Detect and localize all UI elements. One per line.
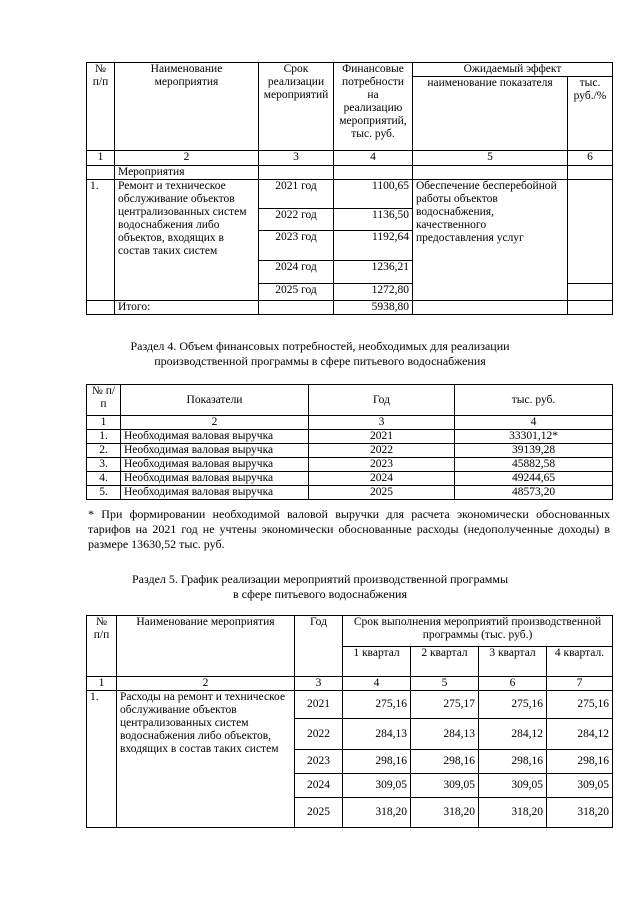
- header-num: № п/п: [87, 385, 121, 416]
- header-unit: тыс. руб./%: [568, 77, 613, 151]
- empty-cell: [568, 180, 613, 284]
- empty-cell: [259, 301, 334, 315]
- header-year: Год: [295, 616, 343, 677]
- row-value: 49244,65: [455, 472, 613, 486]
- header-q3: 3 квартал: [479, 647, 547, 677]
- header-name: Наименование мероприятия: [117, 616, 295, 677]
- row-year: 2021: [295, 691, 343, 719]
- col-number: 6: [479, 677, 547, 691]
- item-year: 2021 год: [259, 180, 334, 209]
- header-q1: 1 квартал: [343, 647, 411, 677]
- item-num: 1.: [87, 180, 115, 301]
- header-value: тыс. руб.: [455, 385, 613, 416]
- header-q2: 2 квартал: [411, 647, 479, 677]
- item-year: 2025 год: [259, 284, 334, 301]
- row-name: Необходимая валовая выручка: [121, 430, 309, 444]
- row-year: 2025: [295, 798, 343, 828]
- col-number: 3: [295, 677, 343, 691]
- col-number: 2: [117, 677, 295, 691]
- item-year: 2024 год: [259, 261, 334, 284]
- item-name: Расходы на ремонт и техническое обслуживание объектов централизованных систем водоснабжения либо объектов, входящих в состав таких систем: [117, 691, 295, 828]
- header-effect: Ожидаемый эффект: [413, 63, 613, 77]
- header-finance: Финансовые потребности на реализацию мероприятий, тыс. руб.: [334, 63, 413, 151]
- col-number: 2: [121, 416, 309, 430]
- quarter-value: 309,05: [343, 774, 411, 798]
- row-year: 2025: [309, 486, 455, 500]
- item-amount: 1192,64: [334, 231, 413, 261]
- row-year: 2021: [309, 430, 455, 444]
- quarter-value: 309,05: [479, 774, 547, 798]
- header-term: Срок реализации мероприятий: [259, 63, 334, 151]
- revenue-table: [86, 384, 613, 500]
- item-amount: 1136,50: [334, 209, 413, 231]
- row-name: Необходимая валовая выручка: [121, 458, 309, 472]
- row-num: 4.: [87, 472, 121, 486]
- header-indicator: наименование показателя: [413, 77, 568, 151]
- quarter-value: 318,20: [479, 798, 547, 828]
- quarter-value: 284,13: [343, 719, 411, 750]
- empty-cell: [87, 166, 115, 180]
- header-q4: 4 квартал.: [547, 647, 613, 677]
- empty-cell: [87, 301, 115, 315]
- row-year: 2022: [295, 719, 343, 750]
- empty-cell: [259, 166, 334, 180]
- row-name: Необходимая валовая выручка: [121, 486, 309, 500]
- empty-cell: [413, 301, 568, 315]
- row-value: 45882,58: [455, 458, 613, 472]
- quarter-value: 318,20: [411, 798, 479, 828]
- total-value: 5938,80: [334, 301, 413, 315]
- col-number: 3: [259, 151, 334, 166]
- item-effect: Обеспечение бесперебойной работы объектов водоснабжения, качественного предоставления услуг: [413, 180, 568, 301]
- section-label: Мероприятия: [115, 166, 259, 180]
- row-value: 48573,20: [455, 486, 613, 500]
- empty-cell: [568, 166, 613, 180]
- col-number: 1: [87, 416, 121, 430]
- quarter-value: 298,16: [411, 750, 479, 774]
- empty-cell: [334, 166, 413, 180]
- row-value: 39139,28: [455, 444, 613, 458]
- quarter-value: 298,16: [343, 750, 411, 774]
- row-year: 2024: [295, 774, 343, 798]
- empty-cell: [568, 301, 613, 315]
- header-num: № п/п: [87, 616, 117, 677]
- quarter-value: 284,12: [479, 719, 547, 750]
- header-year: Год: [309, 385, 455, 416]
- quarter-value: 318,20: [547, 798, 613, 828]
- row-year: 2023: [295, 750, 343, 774]
- quarter-value: 275,16: [479, 691, 547, 719]
- header-indicator: Показатели: [121, 385, 309, 416]
- header-name: Наименование мероприятия: [115, 63, 259, 151]
- item-amount: 1272,80: [334, 284, 413, 301]
- col-number: 7: [547, 677, 613, 691]
- section4-title: Раздел 4. Объем финансовых потребностей, необходимых для реализации производственной программы в сфере питьевого водоснабжения: [130, 339, 510, 368]
- col-number: 1: [87, 677, 117, 691]
- col-number: 4: [455, 416, 613, 430]
- footnote: * При формировании необходимой валовой выручки для расчета экономически обоснованных тарифов на 2021 год не учтены экономически обоснованные расходы (недополученные доходы) в размере 13630,52 тыс. руб.: [88, 507, 610, 551]
- empty-cell: [568, 284, 613, 301]
- events-table: [86, 62, 613, 315]
- row-num: 2.: [87, 444, 121, 458]
- col-number: 4: [334, 151, 413, 166]
- quarter-value: 275,16: [547, 691, 613, 719]
- col-number: 5: [413, 151, 568, 166]
- row-name: Необходимая валовая выручка: [121, 444, 309, 458]
- schedule-table: [86, 615, 613, 828]
- header-term: Срок выполнения мероприятий производственной программы (тыс. руб.): [343, 616, 613, 647]
- quarter-value: 309,05: [411, 774, 479, 798]
- col-number: 6: [568, 151, 613, 166]
- quarter-value: 318,20: [343, 798, 411, 828]
- section5-title: Раздел 5. График реализации мероприятий производственной программы в сфере питьевого водоснабжения: [131, 572, 509, 601]
- quarter-value: 298,16: [479, 750, 547, 774]
- row-name: Необходимая валовая выручка: [121, 472, 309, 486]
- col-number: 3: [309, 416, 455, 430]
- empty-cell: [413, 166, 568, 180]
- quarter-value: 309,05: [547, 774, 613, 798]
- quarter-value: 275,16: [343, 691, 411, 719]
- item-amount: 1236,21: [334, 261, 413, 284]
- row-year: 2024: [309, 472, 455, 486]
- col-number: 1: [87, 151, 115, 166]
- quarter-value: 298,16: [547, 750, 613, 774]
- row-value: 33301,12*: [455, 430, 613, 444]
- item-year: 2023 год: [259, 231, 334, 261]
- item-name: Ремонт и техническое обслуживание объектов централизованных систем водоснабжения либо объектов, входящих в состав таких систем: [115, 180, 259, 301]
- row-num: 5.: [87, 486, 121, 500]
- total-label: Итого:: [115, 301, 259, 315]
- quarter-value: 275,17: [411, 691, 479, 719]
- row-year: 2022: [309, 444, 455, 458]
- header-num: № п/п: [87, 63, 115, 151]
- item-num: 1.: [87, 691, 117, 828]
- row-num: 3.: [87, 458, 121, 472]
- item-amount: 1100,65: [334, 180, 413, 209]
- col-number: 5: [411, 677, 479, 691]
- row-year: 2023: [309, 458, 455, 472]
- col-number: 2: [115, 151, 259, 166]
- quarter-value: 284,13: [411, 719, 479, 750]
- col-number: 4: [343, 677, 411, 691]
- item-year: 2022 год: [259, 209, 334, 231]
- row-num: 1.: [87, 430, 121, 444]
- quarter-value: 284,12: [547, 719, 613, 750]
